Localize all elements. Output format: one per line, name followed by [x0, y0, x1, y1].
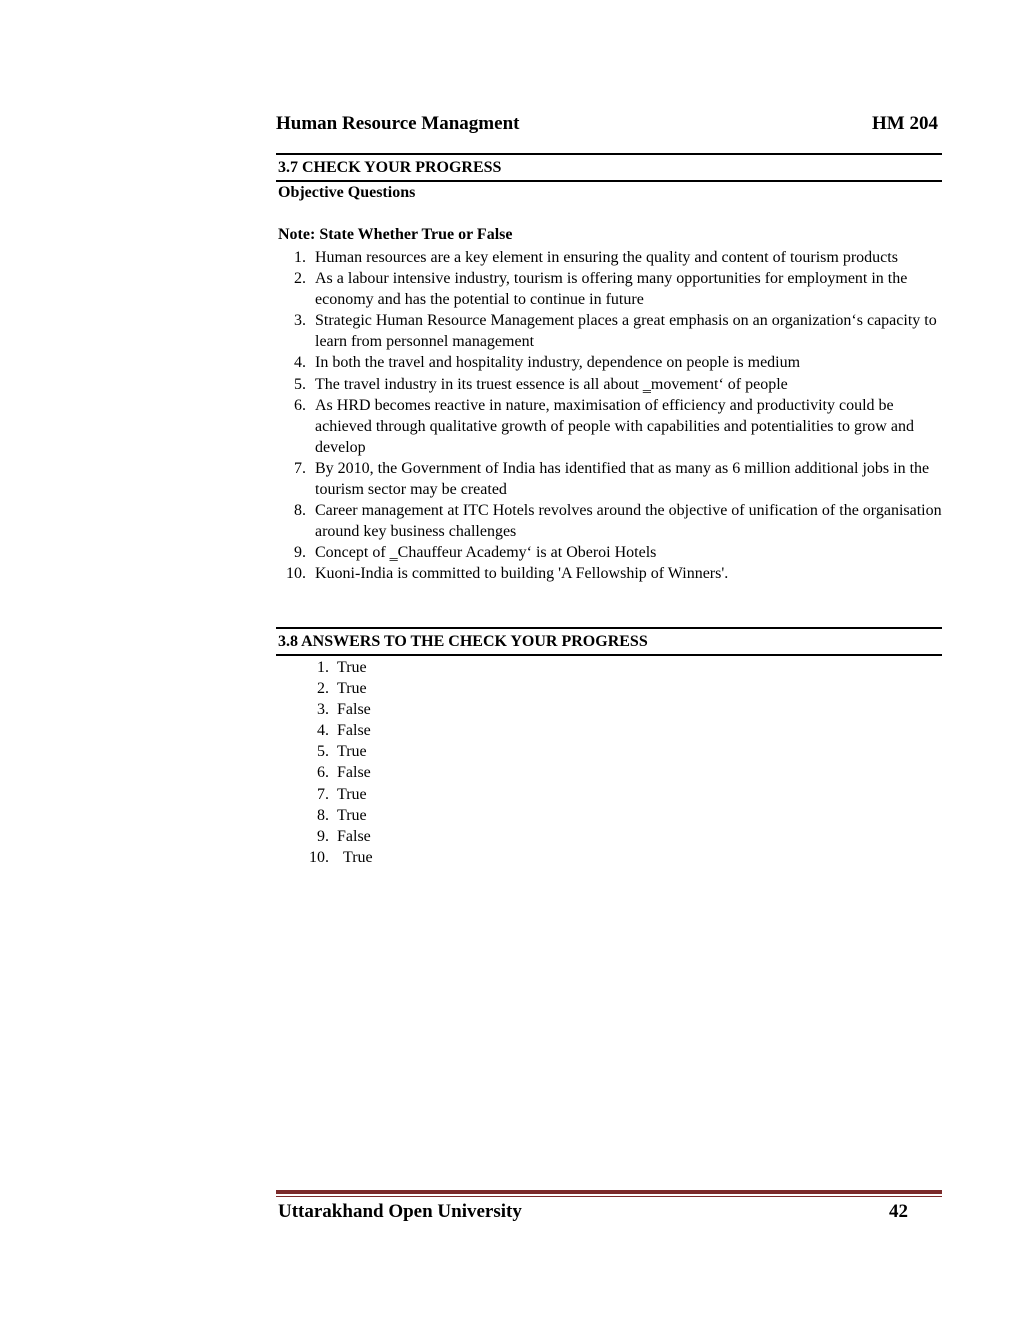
- question-item: [276, 542, 942, 563]
- answer-number: 7.: [317, 785, 329, 803]
- answer-number: 6.: [317, 764, 329, 782]
- answer-number: 9.: [317, 827, 329, 845]
- question-item: [276, 352, 942, 373]
- question-number: 2.: [294, 270, 306, 288]
- answer-text: False: [337, 701, 371, 719]
- question-number: 1.: [294, 249, 306, 266]
- footer-rule: [276, 1190, 942, 1194]
- question-number: 4.: [294, 354, 306, 372]
- answer-item: [276, 784, 373, 805]
- question-item: [276, 310, 942, 352]
- answer-number: 10.: [309, 848, 329, 866]
- university-name: Uttarakhand Open University: [278, 1201, 522, 1222]
- question-item: [276, 563, 942, 584]
- answer-text: True: [337, 743, 367, 761]
- answer-text: True: [337, 785, 367, 803]
- question-text: Human resources are a key element in ensuring the quality and content of tourism products: [315, 249, 898, 266]
- answer-text: True: [337, 806, 367, 824]
- answer-number: 5.: [317, 743, 329, 761]
- question-item: [276, 458, 942, 500]
- answer-item: [276, 720, 373, 741]
- question-number: 6.: [294, 396, 306, 414]
- answer-item: [276, 762, 373, 783]
- question-item: [276, 374, 942, 395]
- question-number: 3.: [294, 312, 306, 330]
- page-header: [276, 113, 938, 135]
- answer-item: [276, 741, 373, 762]
- question-text: The travel industry in its truest essence is all about ‗movement‘ of people: [315, 375, 788, 393]
- course-title: Human Resource Managment: [276, 113, 520, 134]
- answers-bottom-rule: [276, 654, 942, 656]
- answer-item: [276, 805, 373, 826]
- answer-text: False: [337, 764, 371, 782]
- question-text: Career management at ITC Hotels revolves around the objective of unification of the organisation around key business challenges: [315, 502, 942, 541]
- answer-item: [276, 678, 373, 699]
- question-text: As HRD becomes reactive in nature, maximisation of efficiency and productivity could be achieved through qualitative growth of people with capabilities and potentialities to grow and develop: [315, 396, 914, 456]
- answer-text: True: [337, 680, 367, 698]
- answer-item: [276, 847, 373, 868]
- question-text: Kuoni-India is committed to building 'A Fellowship of Winners'.: [315, 565, 729, 583]
- page-number: 42: [889, 1201, 908, 1222]
- objective-questions-heading: Objective Questions: [278, 184, 416, 201]
- answer-item: [276, 699, 373, 720]
- section-top-rule: [276, 153, 942, 155]
- page-footer: [278, 1201, 908, 1223]
- question-list: [276, 247, 942, 585]
- answer-number: 2.: [317, 680, 329, 698]
- answer-number: 3.: [317, 701, 329, 719]
- question-number: 9.: [294, 544, 306, 562]
- question-item: [276, 395, 942, 458]
- footer-rule-thin: [276, 1196, 942, 1197]
- section-bottom-rule: [276, 180, 942, 182]
- section-heading-progress: 3.7 CHECK YOUR PROGRESS: [278, 159, 502, 176]
- answer-text: False: [337, 827, 371, 845]
- instruction-note: Note: State Whether True or False: [278, 226, 513, 243]
- question-number: 5.: [294, 375, 306, 393]
- answer-number: 1.: [317, 659, 329, 676]
- answer-list: [276, 657, 373, 868]
- question-item: [276, 500, 942, 542]
- document-page: [276, 0, 942, 1325]
- question-number: 8.: [294, 502, 306, 520]
- question-number: 7.: [294, 459, 306, 477]
- question-text: In both the travel and hospitality industry, dependence on people is medium: [315, 354, 801, 372]
- answer-text: False: [337, 722, 371, 740]
- answer-text: True: [343, 848, 373, 866]
- answer-text: True: [337, 659, 367, 676]
- answer-item: [276, 657, 373, 678]
- question-text: Concept of ‗Chauffeur Academy‘ is at Oberoi Hotels: [315, 544, 657, 562]
- course-code: HM 204: [872, 113, 938, 134]
- question-item: [276, 268, 942, 310]
- question-text: Strategic Human Resource Management places a great emphasis on an organization‘s capacity to learn from personnel management: [315, 312, 937, 351]
- answer-number: 4.: [317, 722, 329, 740]
- question-text: As a labour intensive industry, tourism is offering many opportunities for employment in the economy and has the potential to continue in future: [315, 270, 908, 309]
- question-item: [276, 247, 942, 268]
- question-number: 10.: [286, 565, 306, 583]
- answers-top-rule: [276, 627, 942, 629]
- answer-item: [276, 826, 373, 847]
- section-heading-answers: 3.8 ANSWERS TO THE CHECK YOUR PROGRESS: [278, 633, 648, 650]
- question-text: By 2010, the Government of India has identified that as many as 6 million additional jobs in the tourism sector may be created: [315, 459, 930, 499]
- answer-number: 8.: [317, 806, 329, 824]
